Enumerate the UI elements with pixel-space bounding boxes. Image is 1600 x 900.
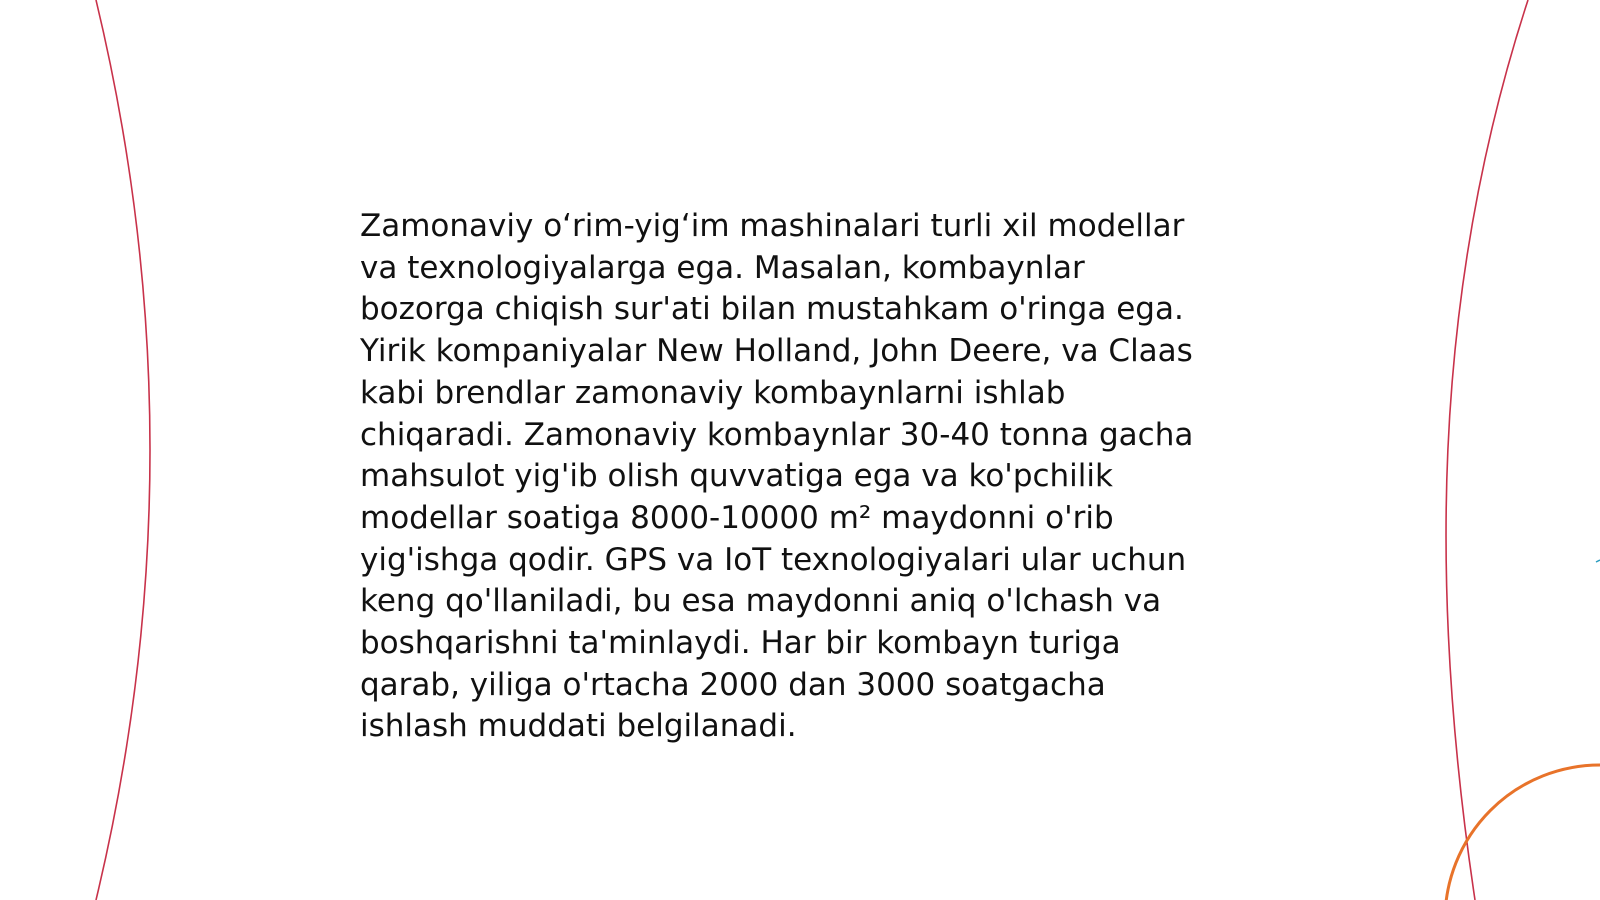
paragraph-line: yig'ishga qodir. GPS va IoT texnologiyalari ular uchun <box>360 541 1187 578</box>
paragraph-line: Zamonaviy o‘rim-yig‘im mashinalari turli xil modellar <box>360 208 1185 244</box>
left-curve <box>96 0 150 900</box>
body-paragraph <box>360 206 1240 748</box>
paragraph-line: keng qo'llaniladi, bu esa maydonni aniq o'lchash va <box>360 583 1162 620</box>
paragraph-line: boshqarishni ta'minlaydi. Har bir kombayn turiga <box>360 625 1121 662</box>
paragraph-line: kabi brendlar zamonaviy kombaynlarni ishlab <box>360 374 1066 411</box>
paragraph-line: chiqaradi. Zamonaviy kombaynlar 30-40 tonna gacha <box>360 416 1194 453</box>
right-curve <box>1446 0 1528 900</box>
small-teal-mark <box>1596 560 1600 562</box>
paragraph-line: mahsulot yig'ib olish quvvatiga ega va ko'pchilik <box>360 458 1113 495</box>
paragraph-line: qarab, yiliga o'rtacha 2000 dan 3000 soatgacha <box>360 666 1106 703</box>
paragraph-line: Yirik kompaniyalar New Holland, John Deere, va Claas <box>360 333 1193 370</box>
paragraph-line: va texnologiyalarga ega. Masalan, kombaynlar <box>360 249 1085 286</box>
paragraph-line: bozorga chiqish sur'ati bilan mustahkam o'ringa ega. <box>360 291 1184 328</box>
paragraph-line: ishlash muddati belgilanadi. <box>360 708 797 745</box>
paragraph-line: modellar soatiga 8000-10000 m² maydonni o'rib <box>360 499 1114 536</box>
orange-arc <box>1445 765 1600 900</box>
